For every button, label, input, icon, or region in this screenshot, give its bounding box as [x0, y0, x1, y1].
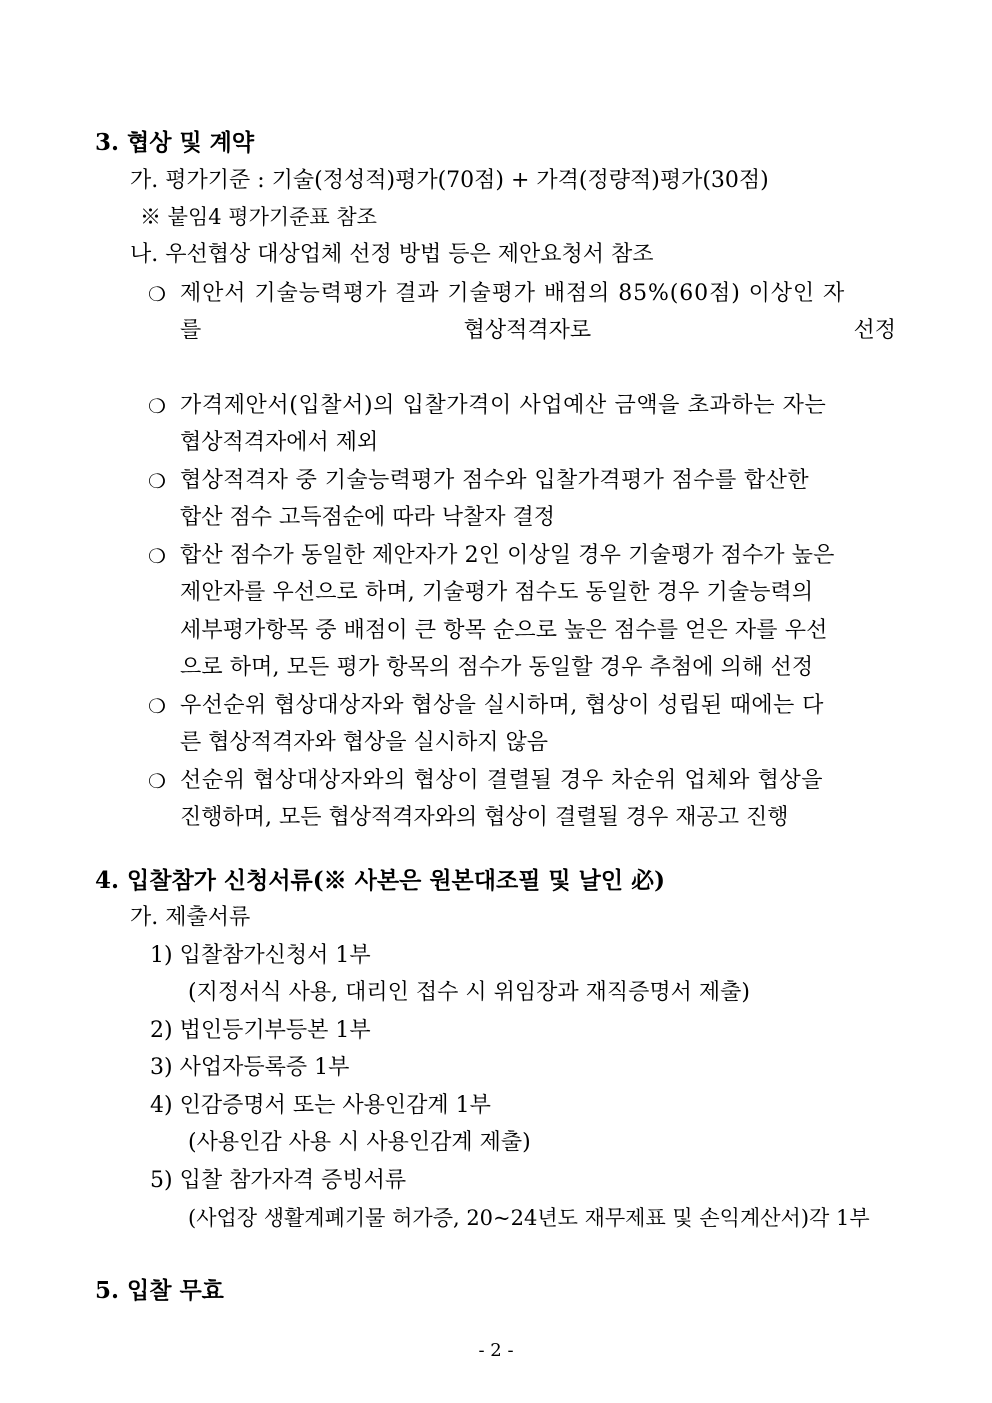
bullet-2-line-1: 가격제안서(입찰서)의 입찰가격이 사업예산 금액을 초과하는 자는: [180, 393, 827, 418]
doc-item-5-note: (사업장 생활계폐기물 허가증, 20~24년도 재무제표 및 손익계산서)각 1부: [188, 1206, 870, 1230]
bullet-4-line-3: 세부평가항목 중 배점이 큰 항목 순으로 높은 점수를 얻은 자를 우선: [180, 618, 828, 643]
bullet-4-line-2: 제안자를 우선으로 하며, 기술평가 점수도 동일한 경우 기술능력의: [180, 580, 814, 605]
bullet-2-line-2: 협상적격자에서 제외: [180, 430, 379, 455]
bullet-icon: ❍: [148, 282, 166, 306]
doc-item-4-note: (사용인감 사용 시 사용인감계 제출): [188, 1130, 531, 1155]
doc-item-2: 2) 법인등기부등본 1부: [150, 1018, 371, 1043]
bullet-3-line-2: 합산 점수 고득점순에 따라 낙찰자 결정: [180, 505, 555, 530]
bullet-5-line-2: 른 협상적격자와 협상을 실시하지 않음: [180, 730, 549, 755]
bullet-1-word-b: 협상적격자로: [463, 318, 592, 343]
bullet-icon: ❍: [148, 544, 166, 568]
page-number: - 2 -: [478, 1340, 514, 1361]
bullet-icon: ❍: [148, 469, 166, 493]
section-5-heading: 5. 입찰 무효: [95, 1277, 224, 1304]
bullet-4-line-4: 으로 하며, 모든 평가 항목의 점수가 동일할 경우 추첨에 의해 선정: [180, 655, 814, 680]
bullet-icon: ❍: [148, 769, 166, 793]
bullet-icon: ❍: [148, 694, 166, 718]
bullet-3-line-1: 협상적격자 중 기술능력평가 점수와 입찰가격평가 점수를 합산한: [180, 468, 809, 493]
bullet-5-line-1: 우선순위 협상대상자와 협상을 실시하며, 협상이 성립된 때에는 다: [180, 693, 824, 718]
section-4-heading: 4. 입찰참가 신청서류(※ 사본은 원본대조필 및 날인 必): [95, 867, 665, 894]
selection-method: 나. 우선협상 대상업체 선정 방법 등은 제안요청서 참조: [130, 242, 654, 267]
bullet-4-line-1: 합산 점수가 동일한 제안자가 2인 이상일 경우 기술평가 점수가 높은: [180, 543, 835, 568]
evaluation-criteria: 가. 평가기준 : 기술(정성적)평가(70점) + 가격(정량적)평가(30점): [130, 168, 769, 193]
reference-note: ※ 붙임4 평가기준표 참조: [140, 205, 377, 229]
bullet-1-line-2: [180, 316, 896, 346]
doc-item-1-note: (지정서식 사용, 대리인 접수 시 위임장과 재직증명서 제출): [188, 980, 750, 1005]
section-3-heading: 3. 협상 및 계약: [95, 129, 255, 156]
bullet-1-word-c: 선정: [853, 318, 896, 343]
bullet-1-word-a: 를: [180, 318, 202, 343]
submission-docs-title: 가. 제출서류: [130, 905, 251, 930]
doc-item-3: 3) 사업자등록증 1부: [150, 1055, 350, 1080]
doc-item-5: 5) 입찰 참가자격 증빙서류: [150, 1168, 407, 1193]
bullet-6-line-1: 선순위 협상대상자와의 협상이 결렬될 경우 차순위 업체와 협상을: [180, 768, 824, 793]
bullet-1-line-1: 제안서 기술능력평가 결과 기술평가 배점의 85%(60점) 이상인 자: [180, 281, 846, 306]
bullet-icon: ❍: [148, 394, 166, 418]
bullet-6-line-2: 진행하며, 모든 협상적격자와의 협상이 결렬될 경우 재공고 진행: [180, 805, 789, 830]
doc-item-4: 4) 인감증명서 또는 사용인감계 1부: [150, 1093, 491, 1118]
doc-item-1: 1) 입찰참가신청서 1부: [150, 943, 371, 968]
